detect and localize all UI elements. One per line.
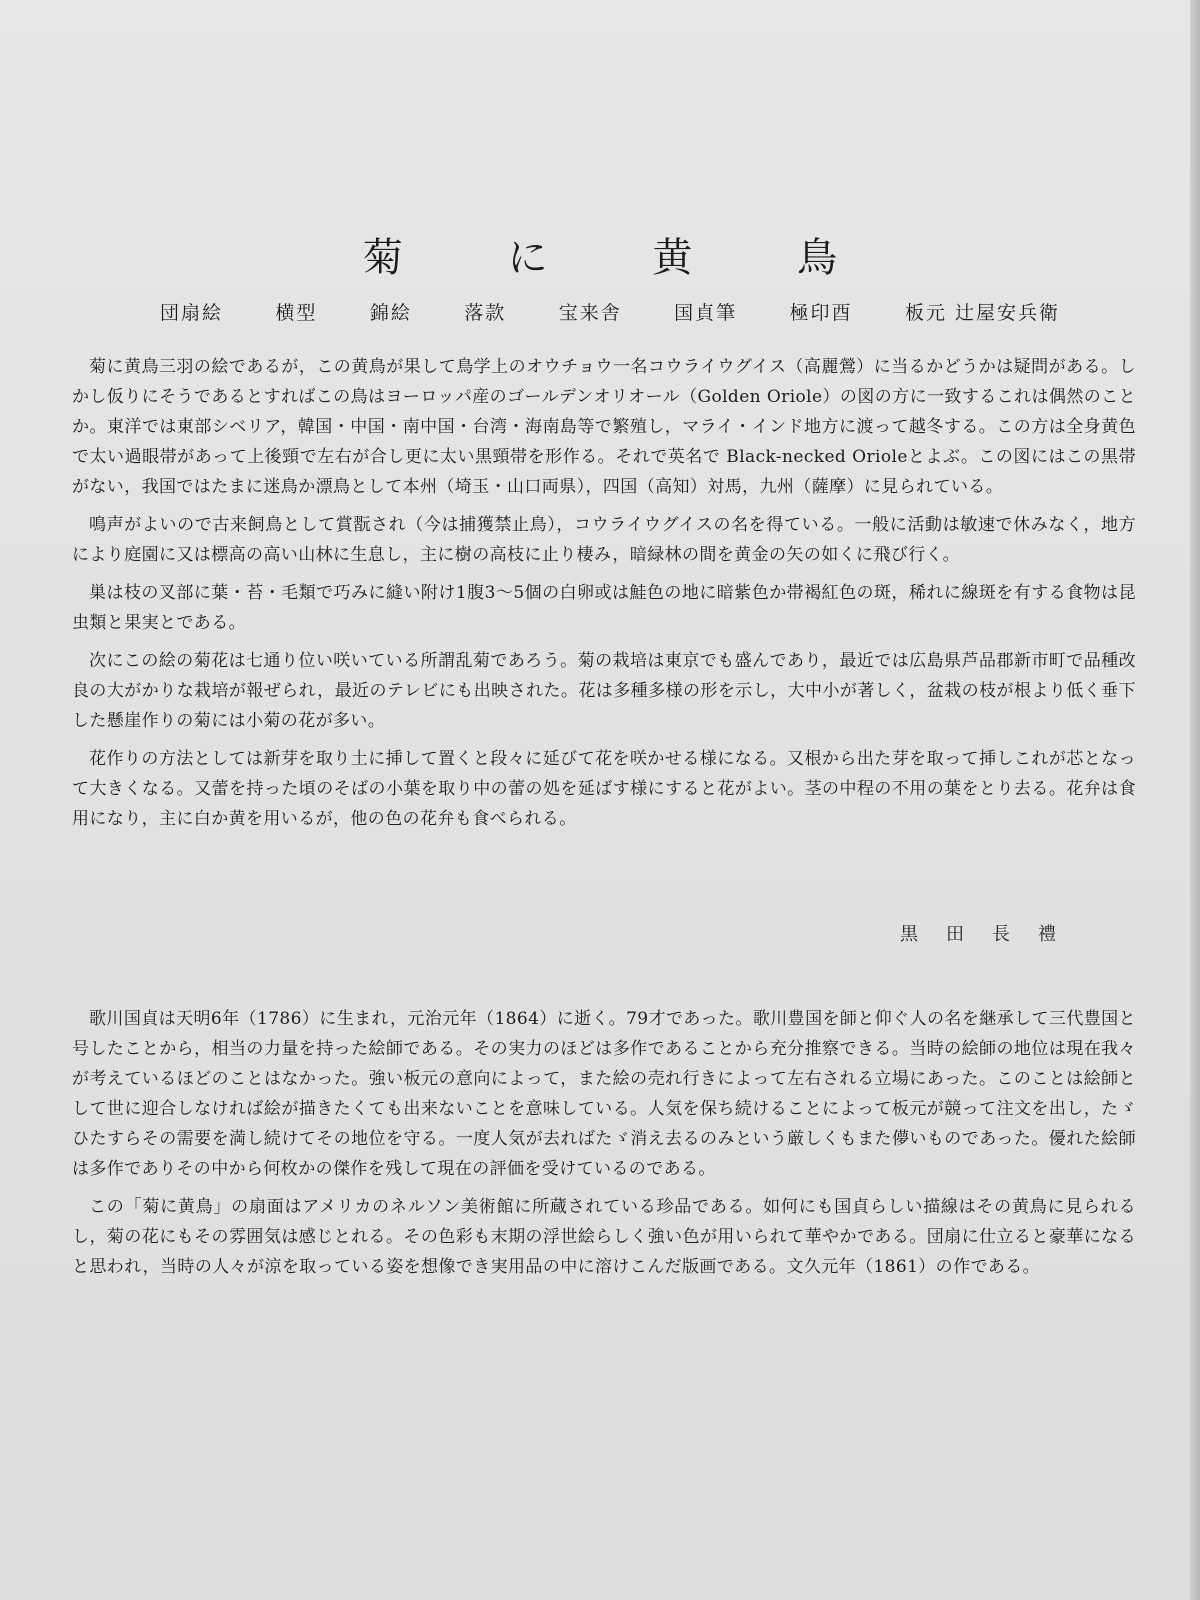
author-signature: 黒田長禮 bbox=[900, 924, 1084, 945]
paragraph: 花作りの方法としては新芽を取り土に挿して置くと段々に延びて花を咲かせる様になる。又根から出た芽を取って挿しこれが芯となって大きくなる。又蕾を持った頃のそばの小葉を取り中の蕾の処を延ばす様にすると花がよい。茎の中程の不用の葉をとり去る。花弁は食用になり，主に白か黄を用いるが，他の色の花弁も食べられる。 bbox=[72, 749, 1136, 829]
meta-item: 宝来舎 bbox=[558, 302, 622, 324]
meta-item: 国貞筆 bbox=[674, 302, 738, 324]
meta-item: 板元 辻屋安兵衛 bbox=[904, 302, 1060, 324]
paragraph: 菊に黄鳥三羽の絵であるが，この黄鳥が果して鳥学上のオウチョウ一名コウライウグイス（高麗鶯）に当るかどうかは疑問がある。しかし仮りにそうであるとすればこの鳥はヨーロッパ産のゴールデンオリオール（Golden Oriole）の図の方に一致するこれは偶然のことか。東洋では東部シベリア，韓国・中国・南中国・台湾・海南島等で繁殖し，マライ・インド地方に渡って越冬する。この方は全身黄色で太い過眼帯があって上後頸で左右が合し更に太い黒頸帯を形作る。それで英名で Black-necked Orioleとよぶ。この図にはこの黒帯がない，我国ではたまに迷鳥か漂鳥として本州（埼玉・山口両県），四国（高知）対馬，九州（薩摩）に見られている。 bbox=[72, 357, 1136, 497]
paragraph: この「菊に黄鳥」の扇面はアメリカのネルソン美術館に所蔵されている珍品である。如何にも国貞らしい描線はその黄鳥に見られるし，菊の花にもその雰囲気は感じとれる。その色彩も末期の浮世絵らしく強い色が用いられて華やかである。団扇に仕立ると豪華になると思われ，当時の人々が涼を取っている姿を想像でき実用品の中に溶けこんだ版画である。文久元年（1861）の作である。 bbox=[72, 1197, 1136, 1277]
meta-item: 錦絵 bbox=[369, 302, 412, 324]
page-title: 菊 に 黄 鳥 bbox=[362, 235, 884, 281]
meta-item: 落款 bbox=[464, 302, 507, 324]
paragraph: 歌川国貞は天明6年（1786）に生まれ，元治元年（1864）に逝く。79才であった。歌川豊国を師と仰ぐ人の名を継承して三代豊国と号したことから，相当の力量を持った絵師である。その実力のほどは多作であることから充分推察できる。当時の絵師の地位は現在我々が考えているほどのことはなかった。強い板元の意向によって，また絵の売れ行きによって左右される立場にあった。このことは絵師として世に迎合しなければ絵が描きたくても出来ないことを意味している。人気を保ち続けることによって板元が競って注文を出し，たゞひたすらその需要を満し続けてその地位を守る。一度人気が去ればたゞ消え去るのみという厳しくもまた儚いものであった。優れた絵師は多作でありその中から何枚かの傑作を残して現在の評価を受けているのである。 bbox=[72, 1009, 1136, 1179]
print-metadata bbox=[160, 298, 1060, 325]
bird-description-section bbox=[72, 352, 1136, 842]
meta-item: 極印酉 bbox=[789, 302, 853, 324]
meta-item: 横型 bbox=[275, 302, 318, 324]
artist-description-section bbox=[72, 1004, 1136, 1290]
paragraph: 次にこの絵の菊花は七通り位い咲いている所謂乱菊であろう。菊の栽培は東京でも盛んであり，最近では広島県芦品郡新市町で品種改良の大がかりな栽培が報ぜられ，最近のテレビにも出映された。花は多種多様の形を示し，大中小が著しく，盆栽の枝が根より低く垂下した懸崖作りの菊には小菊の花が多い。 bbox=[72, 651, 1136, 731]
paragraph: 鳴声がよいので古来飼鳥として賞翫され（今は捕獲禁止鳥），コウライウグイスの名を得ている。一般に活動は敏速で休みなく，地方により庭園に又は標高の高い山林に生息し，主に樹の高枝に止り棲み，暗緑林の間を黄金の矢の如くに飛び行く。 bbox=[72, 515, 1136, 565]
paragraph: 巣は枝の叉部に葉・苔・毛類で巧みに縫い附け1腹3～5個の白卵或は鮭色の地に暗紫色か帯褐紅色の斑，稀れに線斑を有する食物は昆虫類と果実とである。 bbox=[72, 583, 1136, 633]
meta-item: 団扇絵 bbox=[160, 302, 224, 324]
